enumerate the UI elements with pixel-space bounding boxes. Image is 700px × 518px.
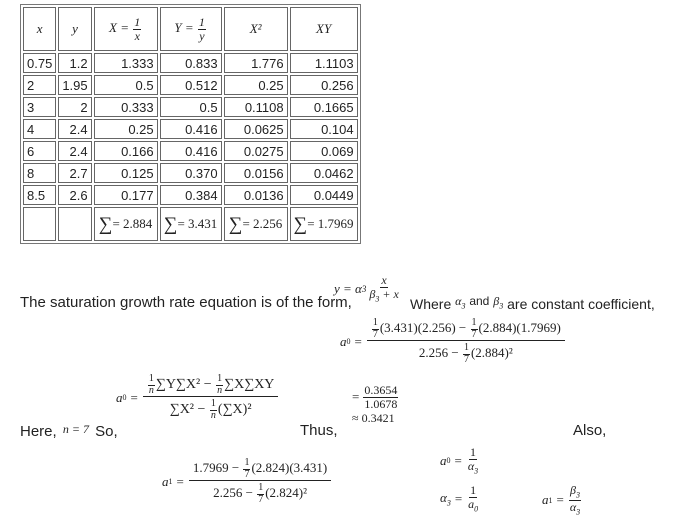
cell: 0.0449 <box>290 185 358 205</box>
cell: 6 <box>23 141 56 161</box>
cell: 0.416 <box>160 141 222 161</box>
cell: 1.2 <box>58 53 91 73</box>
a1-beta-relation: a 1 = $\frac{\beta_3}{\alpha_3}$ <box>542 483 581 517</box>
cell: 0.384 <box>160 185 222 205</box>
also-label: Also, <box>573 422 607 439</box>
header-X-squared: X² <box>224 7 288 51</box>
cell: 0.25 <box>94 119 158 139</box>
cell: 0.0462 <box>290 163 358 183</box>
cell: 0.177 <box>94 185 158 205</box>
cell: 0.5 <box>94 75 158 95</box>
cell: 2.4 <box>58 119 91 139</box>
thus-block: = $\frac{0.3654}{1.0678}$ ≈ 0.3421 <box>352 383 398 426</box>
intro-text: The saturation growth rate equation is of the form, <box>20 294 352 311</box>
cell: 3 <box>23 97 56 117</box>
a1-formula: a 1 = 1.7969 − $\frac{1}{7}$ (2.824)(3.431) 2.256 − $\frac{1}{7}$ (2.824)² <box>162 458 332 505</box>
header-x: x <box>23 7 56 51</box>
cell: 0.833 <box>160 53 222 73</box>
sum-X: ∑= 2.884 <box>94 207 158 241</box>
cell: 0.25 <box>224 75 288 95</box>
cell: 0.104 <box>290 119 358 139</box>
cell: 0.333 <box>94 97 158 117</box>
table-row <box>23 119 358 139</box>
cell: 2 <box>58 97 91 117</box>
cell: 0.1108 <box>224 97 288 117</box>
here-line: Here, $^{n = 7}$ So, <box>20 422 118 440</box>
model-equation: y = α 3 $\frac{x}{\beta_3 + x}$ <box>334 273 399 303</box>
cell: 0.166 <box>94 141 158 161</box>
cell-empty <box>58 207 91 241</box>
thus-label: Thus, <box>300 422 338 439</box>
cell: 0.125 <box>94 163 158 183</box>
table-header-row <box>23 7 358 51</box>
header-X-reciprocal: X = $\frac{1}{x}$ <box>94 7 158 51</box>
table-row <box>23 185 358 205</box>
cell: 0.0275 <box>224 141 288 161</box>
header-XY: XY <box>290 7 358 51</box>
table-sum-row <box>23 207 358 241</box>
cell: 2.4 <box>58 141 91 161</box>
coefficient-note: Where $\alpha_3$ and $\beta_3$ are constant coefficient, <box>410 294 655 312</box>
table-row <box>23 97 358 117</box>
header-y: y <box>58 7 91 51</box>
table-row <box>23 141 358 161</box>
cell: 0.0136 <box>224 185 288 205</box>
cell: 1.95 <box>58 75 91 95</box>
cell: 0.370 <box>160 163 222 183</box>
table-row <box>23 75 358 95</box>
sum-X-squared: ∑= 2.256 <box>224 207 288 241</box>
a0-substituted: a 0 = $\frac{1}{7}$ (3.431)(2.256) − $\frac{1}{7}$ (2.884)(1.7969) 2.256 − $\frac{1}{7}$ (2.884)² <box>340 318 566 365</box>
table-row <box>23 53 358 73</box>
cell: 8 <box>23 163 56 183</box>
a0-alpha-relation: a 0 = $\frac{1}{\alpha_3}$ <box>440 445 479 475</box>
cell: 2.7 <box>58 163 91 183</box>
cell: 4 <box>23 119 56 139</box>
cell: 8.5 <box>23 185 56 205</box>
cell: 1.776 <box>224 53 288 73</box>
a0-formula: a 0 = $\frac{1}{n}$ ∑Y∑X² − $\frac{1}{n}$ ∑X∑XY ∑X² − $\frac{1}{n}$ (∑X)² <box>116 374 279 421</box>
cell: 1.1103 <box>290 53 358 73</box>
a0-result: ≈ 0.3421 <box>352 411 395 426</box>
cell: 0.0156 <box>224 163 288 183</box>
cell: 0.512 <box>160 75 222 95</box>
data-table <box>20 4 361 244</box>
cell: 0.5 <box>160 97 222 117</box>
cell: 0.256 <box>290 75 358 95</box>
cell: 2 <box>23 75 56 95</box>
sum-XY: ∑= 1.7969 <box>290 207 358 241</box>
cell: 2.6 <box>58 185 91 205</box>
cell: 1.333 <box>94 53 158 73</box>
cell-empty <box>23 207 56 241</box>
alpha-a0-relation: $\alpha_3$ = $\frac{1}{a_0}$ <box>440 483 479 513</box>
cell: 0.1665 <box>290 97 358 117</box>
header-Y-reciprocal: Y = $\frac{1}{y}$ <box>160 7 222 51</box>
table-row <box>23 163 358 183</box>
cell: 0.069 <box>290 141 358 161</box>
cell: 0.75 <box>23 53 56 73</box>
cell: 0.0625 <box>224 119 288 139</box>
sum-Y: ∑= 3.431 <box>160 207 222 241</box>
cell: 0.416 <box>160 119 222 139</box>
